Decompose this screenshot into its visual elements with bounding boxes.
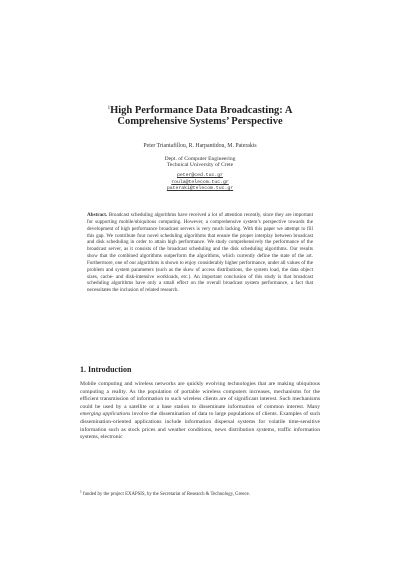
author-email[interactable]: pateraki@telecom.tuc.gr [166,186,234,191]
affiliation-university: Technical University of Crete [166,162,234,168]
intro-emphasis: emerging applications [80,411,131,418]
footnote [80,489,320,498]
intro-text-part-2: involve the dissemination of data to large populations of clients. Examples of such dissemination-oriented applications include information dispersal systems for volatile time-sensitive information such as stock prices and weather conditions, news distribution systems, traffic information systems, electronic [80,411,320,441]
abstract-label: Abstract. [87,212,108,218]
intro-text-part-1: Mobile computing and wireless networks are quickly evolving technologies that are making ubiquitous computing a reality. As the population of portable wireless computers increases, mechanisms for the efficient transmission of information to such wireless clients are of significant interest. Such mechanisms could be used by a satellite or a base station to disseminate information of common interest. Many [80,381,320,410]
footnote-mark: 1 [80,490,82,494]
author-email[interactable]: roula@telecom.tuc.gr [171,179,229,185]
paper-title-line-2: Comprehensive Systems’ Perspective [117,116,283,127]
abstract-text: Broadcast scheduling algorithms have received a lot of attention recently, since they are important for supporting mobile/ubiquitous computing. However, a comprehensive system’s perspective towards the development of high performance broadcast servers is very much lacking. With this paper we attempt to fill this gap. We contribute four novel scheduling algorithms that ensure the proper interplay between broadcast and disk scheduling in order to attain high performance. We study comprehensively the performance of the broadcast server, as it consists of the broadcast scheduling and the disk scheduling algorithms. Our results show that the combined algorithms outperform the algorithms, which currently define the state of the art. Furthermore, one of our algorithms is shown to enjoy considerably higher performance, under all values of the problem and system parameters (such as the skew of access distributions, the system load, the data object sizes, cache- and disk-intensive workloads, etc.). An important conclusion of this study is that broadcast scheduling algorithms have only a small effect on the overall broadcast system performance, a fact that necessitates the inclusion of related research. [87,212,313,294]
author-list: Peter Triantafillou, R. Harpantidou, M. Paterakis [143,143,257,149]
affiliation-department: Dept. of Computer Engineering [164,156,236,162]
footnote-text: funded by the project EXAPSIS, by the Secretariat of Research & Technology, Greece. [81,492,250,497]
abstract-paragraph [87,212,313,294]
section-heading-introduction: 1. Introduction [80,365,132,374]
title-footnote-mark: 1 [107,106,111,111]
paper-title-text-1: High Performance Data Broadcasting: A [110,105,293,116]
author-email[interactable]: peter@ced.tuc.gr [176,173,224,178]
introduction-paragraph [80,381,320,442]
